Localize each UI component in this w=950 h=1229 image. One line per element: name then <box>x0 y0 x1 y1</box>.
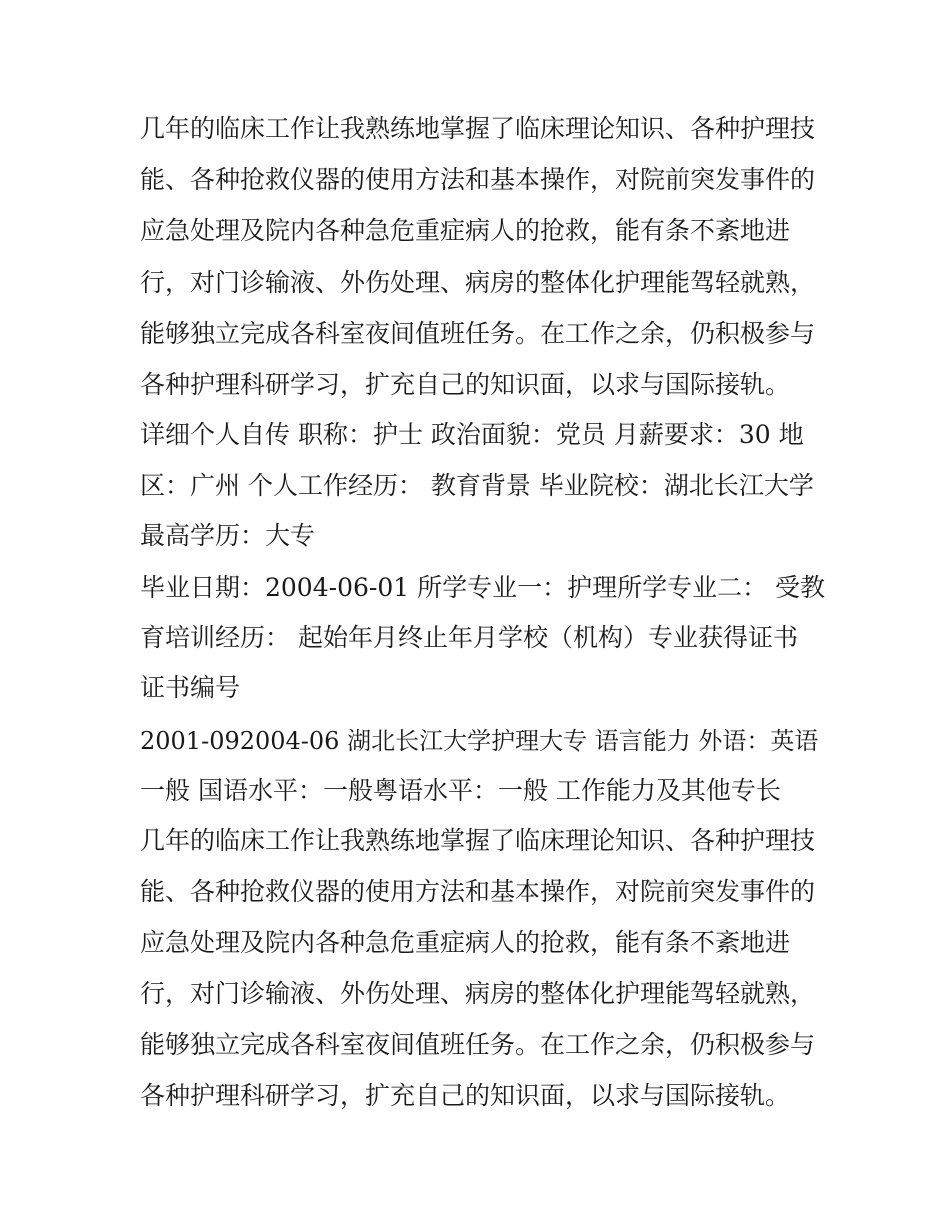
text-line: 各种护理科研学习，扩充自己的知识面，以求与国际接轨。 <box>140 370 791 399</box>
text-line: 最高学历：大专 <box>140 521 316 550</box>
text-line: 几年的临床工作让我熟练地掌握了临床理论知识、各种护理技 <box>140 826 816 855</box>
text-line: 证书编号 <box>140 673 241 702</box>
text-line: 一般 国语水平：一般粤语水平：一般 工作能力及其他专长 <box>140 776 781 805</box>
text-line: 应急处理及院内各种急危重症病人的抢救，能有条不紊地进 <box>140 216 791 245</box>
text-line: 能够独立完成各科室夜间值班任务。在工作之余，仍积极参与 <box>140 1030 816 1059</box>
text-line: 行，对门诊输液、外伤处理、病房的整体化护理能驾轻就熟， <box>140 979 816 1008</box>
text-line: 详细个人自传 职称：护士 政治面貌：党员 月薪要求：30 地 <box>140 420 804 449</box>
text-line: 各种护理科研学习，扩充自己的知识面，以求与国际接轨。 <box>140 1081 791 1110</box>
text-line: 毕业日期：2004-06-01 所学专业一：护理所学专业二： 受教 <box>140 573 826 602</box>
text-line: 几年的临床工作让我熟练地掌握了临床理论知识、各种护理技 <box>140 114 816 143</box>
text-line: 行，对门诊输液、外伤处理、病房的整体化护理能驾轻就熟， <box>140 268 816 297</box>
text-line: 2001-092004-06 湖北长江大学护理大专 语言能力 外语：英语 <box>140 727 819 755</box>
text-line: 区：广州 个人工作经历： 教育背景 毕业院校：湖北长江大学 <box>140 471 814 500</box>
text-line: 育培训经历： 起始年月终止年月学校（机构）专业获得证书 <box>140 623 798 652</box>
text-line: 能够独立完成各科室夜间值班任务。在工作之余，仍积极参与 <box>140 319 816 348</box>
text-line: 能、各种抢救仪器的使用方法和基本操作，对院前突发事件的 <box>140 165 816 194</box>
text-line: 能、各种抢救仪器的使用方法和基本操作，对院前突发事件的 <box>140 877 816 906</box>
text-line: 应急处理及院内各种急危重症病人的抢救，能有条不紊地进 <box>140 928 791 957</box>
